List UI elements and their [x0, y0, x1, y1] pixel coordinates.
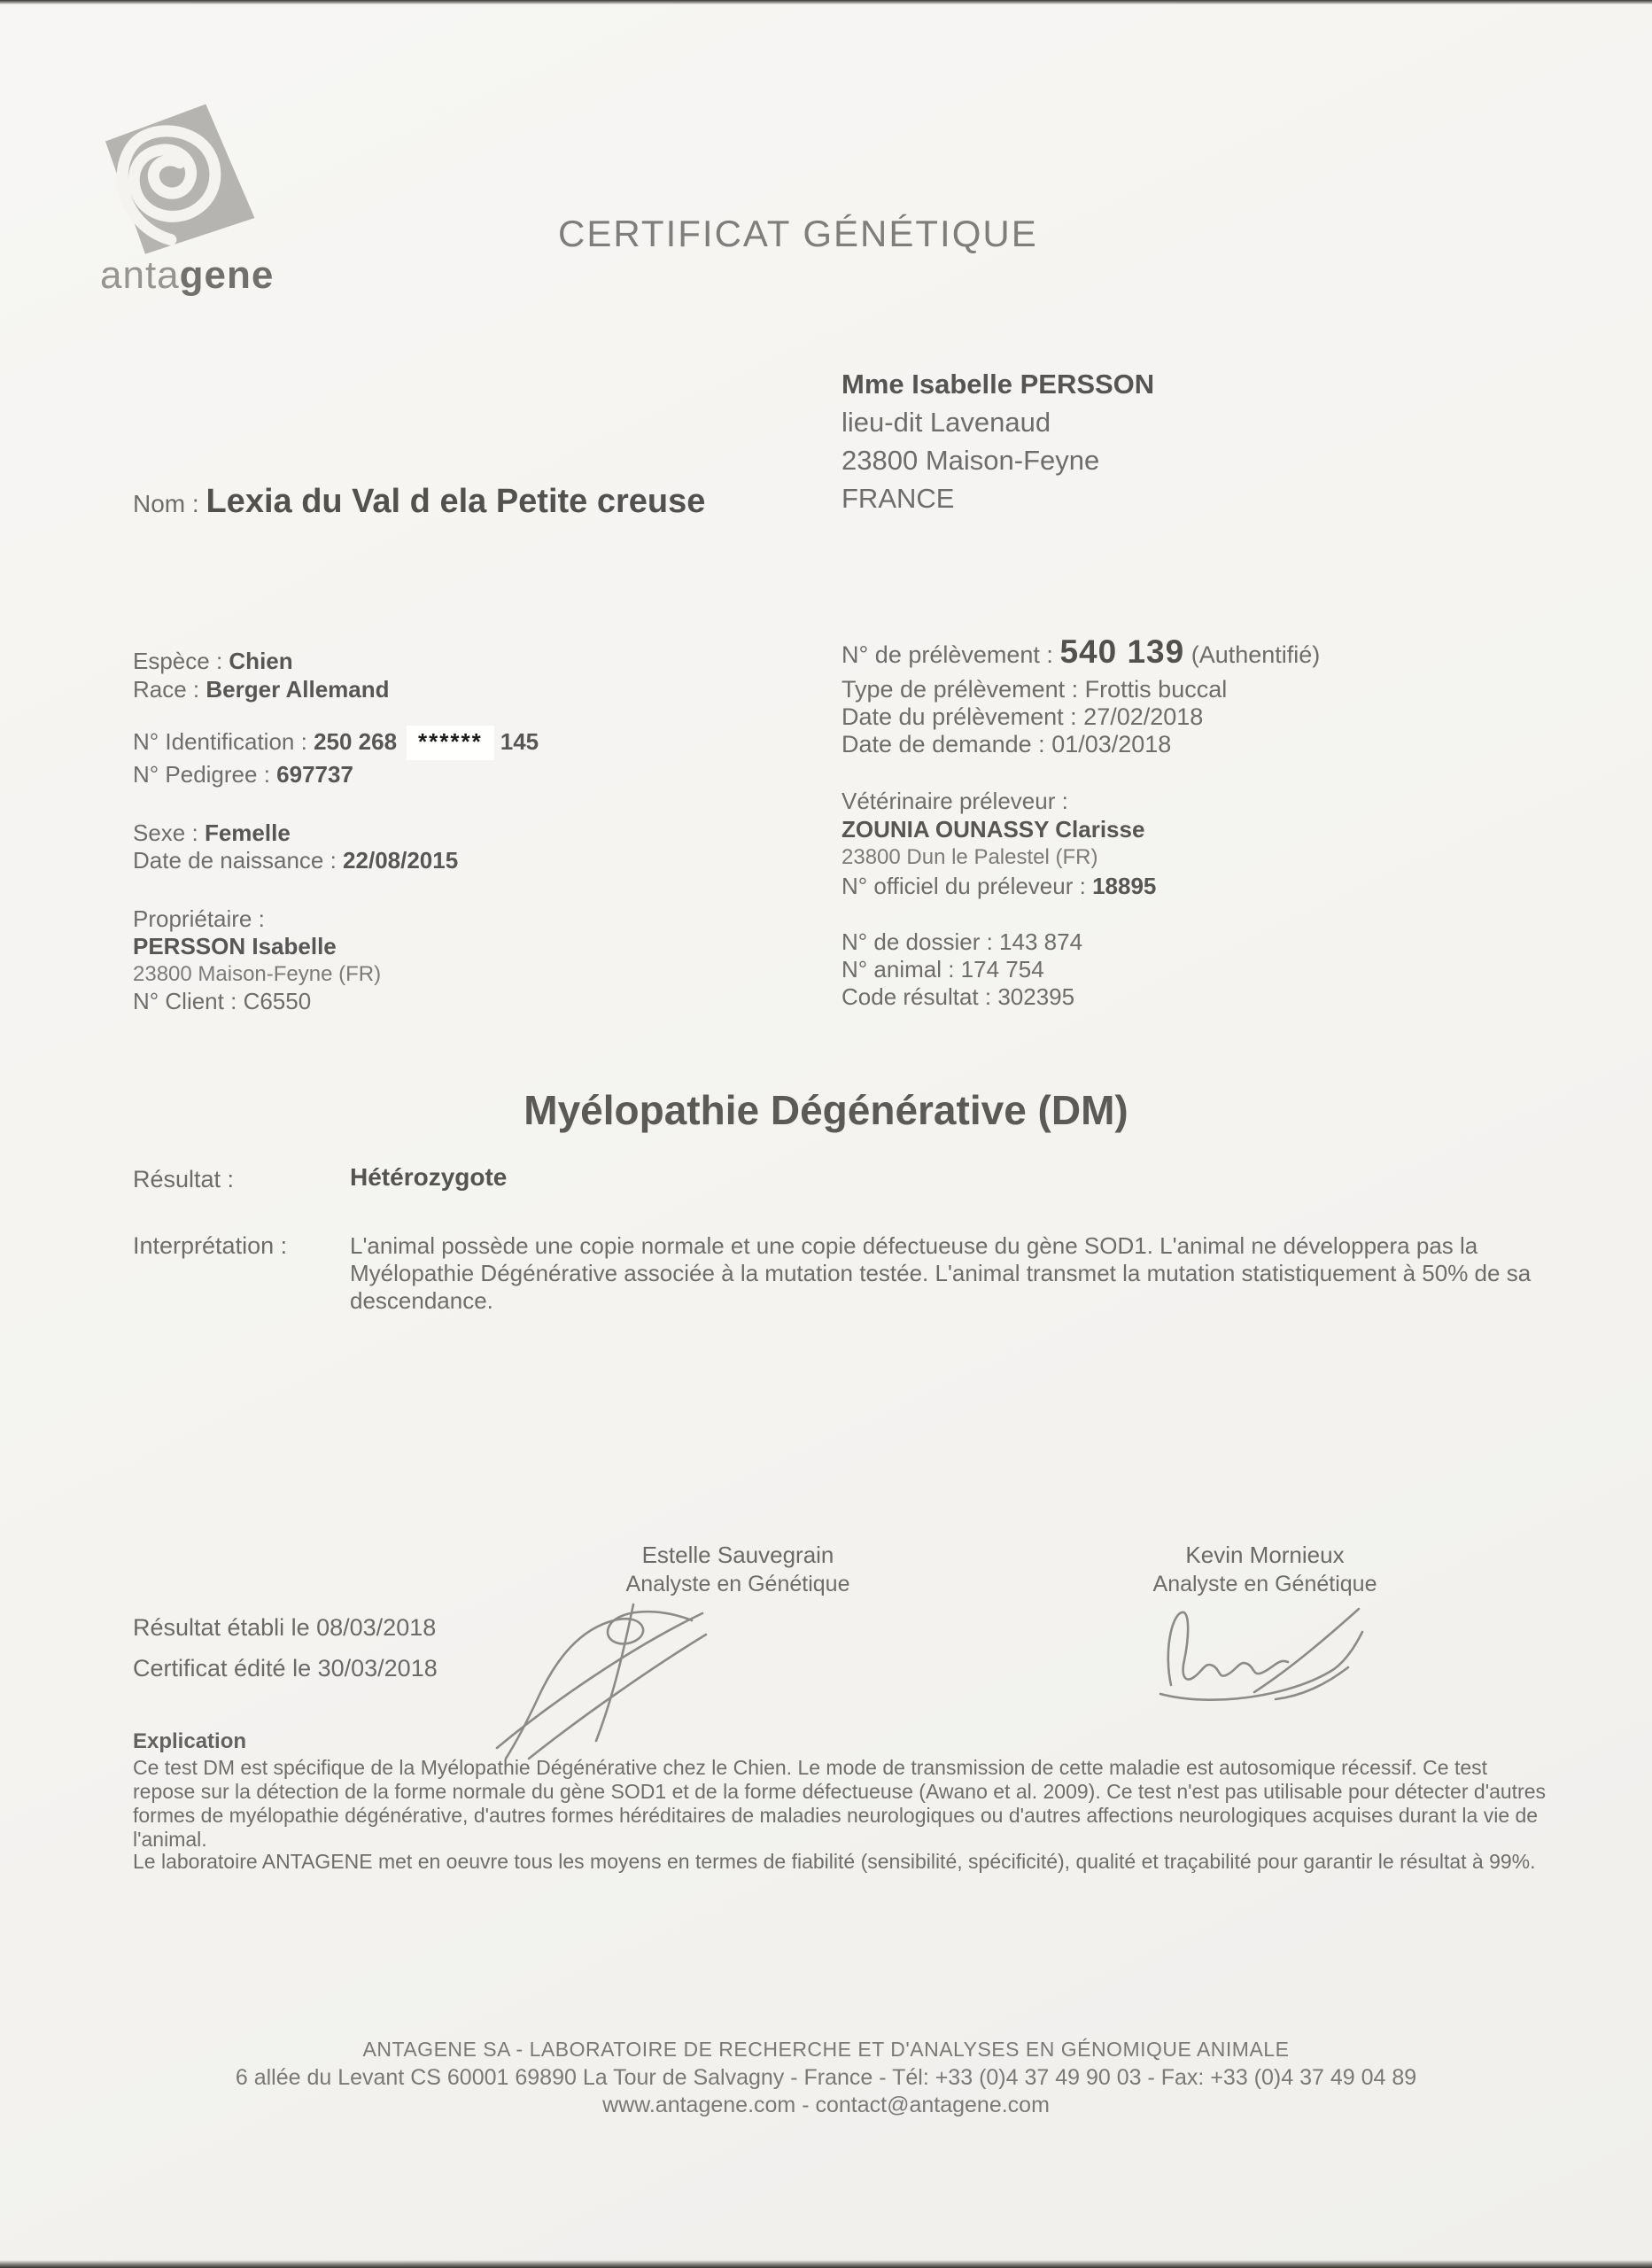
- species-value: Chien: [229, 648, 293, 674]
- result-label: Résultat :: [133, 1166, 235, 1192]
- official-number-value: 18895: [1092, 873, 1157, 899]
- official-number-label: N° officiel du préleveur :: [842, 873, 1086, 899]
- owner-block: [133, 905, 381, 1015]
- identification-suffix: 145: [500, 728, 539, 755]
- certificate-title: CERTIFICAT GÉNÉTIQUE: [558, 213, 1038, 254]
- request-date-value: 01/03/2018: [1051, 731, 1172, 757]
- file-number-line: [842, 928, 1082, 956]
- owner-address: 23800 Maison-Feyne (FR): [133, 962, 382, 986]
- brand-wordmark: [100, 253, 274, 298]
- scan-edge-top: [0, 0, 1652, 4]
- sample-type-value: Frottis buccal: [1084, 676, 1228, 703]
- sample-authenticated: (Authentifié): [1191, 641, 1321, 668]
- species-block: [133, 647, 390, 703]
- identification-block: [133, 726, 539, 789]
- test-title: Myélopathie Dégénérative (DM): [524, 1087, 1128, 1133]
- veterinarian-address: 23800 Dun le Palestel (FR): [842, 845, 1098, 869]
- explanation-paragraph-1: Ce test DM est spécifique de la Myélopathie Dégénérative chez le Chien. Le mode de transmission de cette maladie est autosomique récessif. Ce test repose sur la détection de la forme normale du gène SOD1 et de la forme défectueuse (Awano et al. 2009). Ce test n'est pas utilisable pour détecter d'autres formes de myélopathie dégénérative, d'autres formes héréditaires de maladies neurologiques ou d'autres affections neurologiques acquises durant la vie de l'animal.: [133, 1756, 1547, 1851]
- identification-line: [133, 726, 539, 759]
- identification-masked: ******: [407, 726, 493, 759]
- breed-label: Race :: [133, 676, 200, 703]
- sample-number-label: N° de prélèvement :: [842, 641, 1053, 668]
- signature-right-icon: [1152, 1600, 1373, 1706]
- recipient-block: [842, 365, 1154, 517]
- sex-line: [133, 819, 458, 847]
- brand-light: anta: [100, 253, 180, 297]
- pedigree-value: 697737: [276, 761, 353, 788]
- file-numbers-block: [842, 928, 1082, 1011]
- analyst-left-name: Estelle Sauvegrain: [641, 1542, 834, 1568]
- sex-label: Sexe :: [133, 819, 198, 846]
- result-value: Hétérozygote: [350, 1163, 508, 1191]
- antagene-logo: [89, 99, 266, 254]
- official-number-line: [842, 872, 1156, 900]
- birth-line: [133, 847, 458, 874]
- sample-date-value: 27/02/2018: [1083, 703, 1204, 730]
- result-code-line: [842, 983, 1082, 1011]
- sample-date-label: Date du prélèvement :: [842, 703, 1077, 730]
- scan-edge-bottom: [0, 2260, 1652, 2268]
- species-line: [133, 647, 390, 675]
- identification-label: N° Identification :: [133, 728, 307, 755]
- result-code-label: Code résultat :: [842, 983, 992, 1010]
- recipient-country: FRANCE: [842, 483, 955, 514]
- nom-label: Nom :: [133, 490, 199, 517]
- birth-label: Date de naissance :: [133, 847, 337, 874]
- birth-value: 22/08/2015: [343, 847, 459, 874]
- analyst-right-name: Kevin Mornieux: [1185, 1542, 1345, 1568]
- recipient-address2: 23800 Maison-Feyne: [842, 445, 1100, 476]
- species-label: Espèce :: [133, 648, 223, 674]
- animal-name-block: [133, 478, 753, 527]
- veterinarian-label: Vétérinaire préleveur :: [842, 788, 1068, 814]
- animal-name: Lexia du Val d ela Petite creuse: [206, 483, 706, 520]
- request-date-label: Date de demande :: [842, 731, 1045, 757]
- analyst-left-role: Analyste en Génétique: [625, 1572, 850, 1596]
- explanation-paragraph-2: Le laboratoire ANTAGENE met en oeuvre tous les moyens en termes de fiabilité (sensibilité, spécificité), qualité et traçabilité pour garantir le résultat à 99%.: [133, 1850, 1536, 1873]
- sample-date-line: [842, 703, 1320, 731]
- sample-number-value: 540 139: [1059, 633, 1185, 670]
- animal-number-line: [842, 956, 1082, 983]
- sample-block: [842, 631, 1320, 758]
- file-number-label: N° de dossier :: [842, 928, 993, 955]
- sex-value: Femelle: [204, 819, 291, 846]
- request-date-line: [842, 731, 1320, 758]
- result-established-date: Résultat établi le 08/03/2018: [133, 1614, 437, 1641]
- footer-address-line: 6 allée du Levant CS 60001 69890 La Tour de Salvagny - France - Tél: +33 (0)4 37 49 90 03 - Fax: +33 (0)4 37 49 04 89: [235, 2065, 1417, 2090]
- client-value: C6550: [243, 988, 312, 1014]
- breed-value: Berger Allemand: [206, 676, 390, 703]
- veterinarian-block: [842, 787, 1156, 900]
- owner-label: Propriétaire :: [133, 905, 265, 932]
- analyst-right-role: Analyste en Génétique: [1152, 1572, 1377, 1596]
- animal-number-value: 174 754: [960, 956, 1044, 983]
- footer-contact-line: www.antagene.com - contact@antagene.com: [602, 2093, 1050, 2117]
- explanation-heading: Explication: [133, 1729, 247, 1753]
- interpretation-text: L'animal possède une copie normale et une copie défectueuse du gène SOD1. L'animal ne développera pas la Myélopathie Dégénérative associée à la mutation testée. L'animal transmet la mutation statistiquement à 50% de sa descendance.: [350, 1232, 1532, 1314]
- veterinarian-name: ZOUNIA OUNASSY Clarisse: [842, 816, 1145, 843]
- footer-company-line: ANTAGENE SA - LABORATOIRE DE RECHERCHE ET D'ANALYSES EN GÉNOMIQUE ANIMALE: [362, 2038, 1290, 2061]
- recipient-address1: lieu-dit Lavenaud: [842, 407, 1051, 438]
- sample-type-label: Type de prélèvement :: [842, 676, 1079, 703]
- client-line: [133, 988, 381, 1015]
- breed-line: [133, 675, 390, 703]
- sample-number-line: [842, 631, 1320, 676]
- animal-number-label: N° animal :: [842, 956, 955, 983]
- sample-type-line: [842, 676, 1320, 703]
- client-label: N° Client :: [133, 988, 237, 1014]
- pedigree-label: N° Pedigree :: [133, 761, 270, 788]
- result-code-value: 302395: [997, 983, 1075, 1010]
- brand-bold: gene: [179, 253, 275, 297]
- sex-block: [133, 819, 458, 874]
- recipient-name: Mme Isabelle PERSSON: [842, 369, 1155, 400]
- owner-name: PERSSON Isabelle: [133, 933, 337, 959]
- interpretation-label: Interprétation :: [133, 1232, 288, 1259]
- identification-prefix: 250 268: [314, 728, 398, 755]
- pedigree-line: [133, 759, 539, 789]
- signature-left-icon: [483, 1590, 731, 1763]
- logo-swirl-icon: [89, 99, 266, 254]
- certificate-edited-date: Certificat édité le 30/03/2018: [133, 1655, 438, 1682]
- file-number-value: 143 874: [999, 928, 1083, 955]
